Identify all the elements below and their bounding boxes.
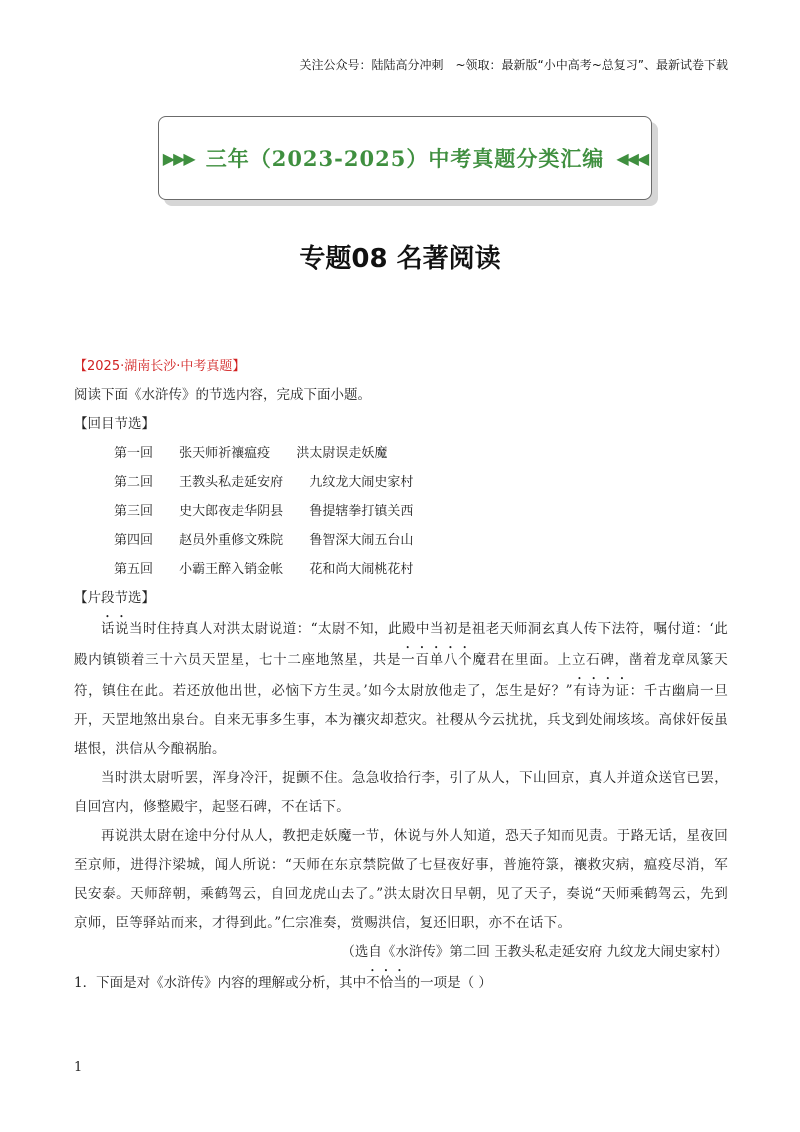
instruction: 阅读下面《水浒传》的节选内容，完成下面小题。: [74, 387, 371, 403]
paragraph-text: 当时住持真人对洪太尉说道：“太尉不知，此殿中当初是祖老天师洞玄真人传下法符，嘱付道：‘此殿内镇锁着三十六员天罡星，七十二座地煞星，共是: [74, 621, 728, 668]
right-arrows-icon: ▶▶▶: [162, 148, 194, 168]
emphasis-text: 话说: [101, 621, 129, 637]
chapter-title-b: 洪太尉误走妖魔: [296, 446, 388, 461]
chapter-item: [74, 497, 728, 526]
page-title: 专题08 名著阅读: [299, 244, 501, 274]
left-arrows-icon: ◀◀◀: [616, 148, 648, 168]
page-number: 1: [74, 1060, 83, 1075]
chapter-item: [74, 439, 728, 468]
source-tag: 【2025·湖南长沙·中考真题】: [74, 359, 246, 374]
chapter-num: 第四回: [114, 533, 154, 548]
banner-title: 三年（2023-2025）中考真题分类汇编: [205, 146, 605, 171]
section-label-chapters: 【回目节选】: [74, 416, 155, 432]
question-text: 1．下面是对《水浒传》内容的理解或分析，其中: [74, 975, 367, 991]
chapter-item: [74, 526, 728, 555]
question-1: [74, 967, 728, 998]
chapter-title-a: 王教头私走延安府: [179, 475, 284, 490]
emphasis-text: 不恰当: [366, 975, 407, 991]
section-label-excerpt: 【片段节选】: [74, 590, 155, 606]
chapter-title-a: 史大郎夜走华阴县: [179, 504, 284, 519]
excerpt-paragraph-1: [74, 613, 728, 764]
chapter-num: 第三回: [114, 504, 154, 519]
chapter-title-b: 九纹龙大闹史家村: [309, 475, 414, 490]
chapter-title-b: 花和尚大闹桃花村: [309, 562, 414, 577]
chapter-title-a: 小霸王醉入销金帐: [179, 562, 284, 577]
source-line: [74, 352, 728, 381]
emphasis-text: 一百单八个: [401, 652, 473, 668]
paragraph-text: 魔君在里面。上立石碑，凿着龙章凤篆天符，镇住在此。若还放他出世，必恼下方生灵。’如今太尉放他走了，怎生是好？”: [74, 652, 729, 699]
chapter-num: 第五回: [114, 562, 154, 577]
question-text: 的一项是（ ）: [406, 975, 492, 991]
excerpt-paragraph-2: 当时洪太尉听罢，浑身冷汗，捉颤不住。急急收拾行李，引了从人，下山回京，真人并道众送官已罢，自回宫内，修整殿宇，起竖石碑，不在话下。: [74, 770, 728, 815]
document-body: [74, 352, 728, 998]
chapter-num: 第一回: [114, 446, 154, 461]
chapter-num: 第二回: [114, 475, 154, 490]
chapter-title-a: 张天师祈禳瘟疫: [179, 446, 271, 461]
chapter-item: [74, 468, 728, 497]
excerpt-paragraph-3: 再说洪太尉在途中分付从人，教把走妖魔一节，休说与外人知道，恐天子知而见责。于路无话，星夜回至京师，进得汴梁城，闻人所说：“天师在东京禁院做了七昼夜好事，普施符箓，禳救灾病，瘟疫尽消，军民安泰。天师辞朝，乘鹤驾云，自回龙虎山去了。”洪太尉次日早朝，见了天子，奏说“天师乘鹤驾云，先到京师，臣等驿站而来，才得到此。”仁宗准奏，赏赐洪信，复还旧职，亦不在话下。: [74, 828, 728, 931]
chapter-title-b: 鲁提辖拳打镇关西: [309, 504, 414, 519]
emphasis-text: 有诗为证: [572, 683, 630, 699]
chapter-title-a: 赵员外重修文殊院: [179, 533, 284, 548]
header-note: 关注公众号：陆陆高分冲刺 ~领取：最新版“小中高考~总复习”、最新试卷下载: [299, 58, 728, 72]
attribution: （选自《水浒传》第二回 王教头私走延安府 九纹龙大闹史家村）: [341, 944, 728, 960]
series-banner: [158, 116, 652, 200]
chapter-title-b: 鲁智深大闹五台山: [309, 533, 414, 548]
paragraph-text: ：千古幽扃一旦开，天罡地煞出泉台。自来无事多生事，本为禳灾却惹灾。社稷从今云扰扰，兵戈到处闹垓垓。高俅奸佞虽堪恨，洪信从今酿祸胎。: [74, 683, 728, 757]
chapter-item: [74, 555, 728, 584]
